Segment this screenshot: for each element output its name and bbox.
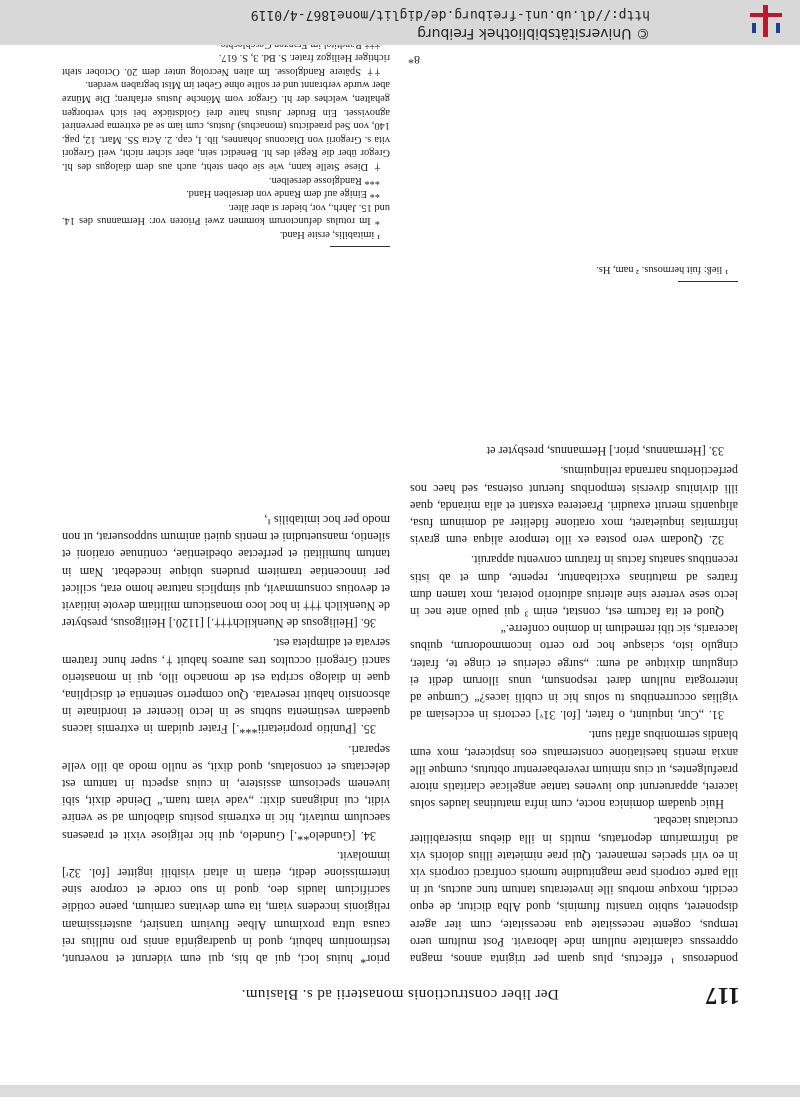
permalink-url[interactable]: http://dl.ub.uni-freiburg.de/diglit/mone1867-4/0119 — [250, 7, 650, 22]
footnote: * Im rotulus defunctorum kommen zwei Prioren vor: Hermannus des 14. und 15. Jahrh., vor, bieder st aber älter. — [62, 201, 390, 227]
footnote-rule — [678, 281, 738, 282]
page-number: 117 — [705, 982, 740, 1008]
paragraph: Huic quadam dominica nocte, cum infra matutinas laudes solus iaceret, apparuerunt duo iuvenes tantae angelicae claritatis nitore praefulgentes, ut cius nimium reverebaerentur obtutus, cumque ille anxia mentis haesitatione consternatus eos inspiceret, mox eum blandis sermonibus affati sunt. — [410, 728, 738, 812]
signature-mark: 8* — [408, 53, 420, 67]
section-33: 33. [Hermannus, prior.] Hermannus, presbyter et — [486, 444, 724, 459]
running-header — [60, 978, 740, 1008]
section-32: 32. Quodam vero postea ex illo tempore aliqua eum gravis infirmitas inquietaret, mox oratione fideliter ad dominum fusa, aliquantis meruit exaudiri. Praeterea exstant et alia miranda, quae illi divinitus diversis temporibus fuerunt ostensa, sed haec nos perfectioribus narranda relinquimus. — [410, 464, 738, 548]
section-36: 36. [Heiligosus de Nuenkilch†††.] [1120.] Heiligosus, presbyter de Nuenkilch ††† in hoc loco monasticum militiam devote initiavit et devotius consummavit, qui simplicis naturae homo erat, scilicet per innocentiae tramitem prudens ubique incedebat. Nam in tantum humilitati et perfectae obedientiae, continuae orationi et silentio, mansuetudini et mentis quieti animum supposuerat, ut non modo per hoc imitabilis ¹, — [62, 512, 390, 631]
footnote: †† Spätere Randglosse. Im alten Necrolog unter dem 20. October steht richtiger Heiligoz frater. S. Bd. 3, S. 617. — [62, 52, 390, 77]
right-column — [62, 511, 390, 967]
library-credit: © Universitätsbibliothek Freiburg — [417, 25, 650, 41]
footnote: *** Randglosse derselben. — [268, 174, 380, 186]
footnote-rule — [330, 246, 390, 247]
footnote: ¹ ließ: fuit hermosus. ² nam, Hs. — [596, 264, 728, 275]
running-title: Der liber constructionis monasterii ad s. Blasium. — [241, 986, 559, 1002]
section-31: 31. „Cur, inquiunt, o frater, [fol. 31ᵛ] cectoris in ecclesiam ad vigilias occurrentibus tu solus hic in cubili iaces?“ Cumque ad interrogata nullum daret responsum, unus illorum dedit ei cingulum dixitque ad eum: „surge celerius et cinge te, frater, cingulo isto, sciasque hoc pro certo incommodorum, quibus laceraris, sic tibi remedium in domino conferre.“ — [410, 622, 738, 723]
right-footnotes — [62, 37, 390, 247]
left-column — [410, 442, 738, 967]
section-34: 34. [Gundelo**.] Gundelo, qui hic religiose vixit et praesens saeculum mutavit, hic in extremis positus diabolum ad se venire vidit, cui indignans dixit: „vade viam tuam.“ Deinde dixit, sibi iuvenem speciosum assistere, in cuius aspectu in tantum est delectatus et consolatus, quod dixit, se nullo modo ab illo velle separari. — [62, 742, 390, 843]
section-35: 35. [Punitio proprietarii***.] Frater quidam in extremis iacens quaedam vestimenta subtus se in lecto licenter et inordinate in absconsito habuit reservata. Quo comperto sententia et disciplina, quae in dialogo scripta est de monacho illo, qui in monasterio sancti Gregorii occultos tres aureos habuit †, super hunc fratrem servata et adimpleta est. — [62, 636, 390, 737]
paragraph: Quod et ita factum est, constat, enim ³ qui paulo ante nec in lecto sese vertere sine alterius adiutorio poterat, mox tamen dum fratres ad matutinas excitabantur, repente, dum et ab istis recentibus sanatus factus in fratrum conventu apparuit. — [410, 553, 738, 619]
paragraph: prior* huius loci, qui ab his, qui eum viderunt et noverunt, testimonium habuit, quod in quadragintia annis pro nullius rei causa ultra proximum Albae fluvium transiret, austerissimam religionis incedens viam, ita eum devitans carnium, paene cotidie sacrificium laudis deo, quod in suo corde et corpore sine intermissione dedit, etiam in altari visibili ingitter [fol. 32ʳ] immolavit. — [62, 848, 390, 966]
paragraph: ponderosus ¹ effectus, plus quam per triginta annos, magna oppressus calamitate nullum inde laboravit. Post multum uero tempus, cogente necessitate qua necessitate, cum iter agere disponeret, subito transitu fluminis, quod Alba dicitur, de equo cecidit, moxque morbus ille inveteratus tantum tunc auctus, ut in illa parte corporis prae magnitudine tumoris confracti corporis vix in eo viri species remaneret. Qui prae nimietate illius doloris vix ad infirmarium deportatus, multis in illa diebus miserabiliter cruciatus iacebat. — [410, 814, 738, 966]
footnote: † Diese Stelle kann, wie sie oben steht, auch aus dem dialogus des hl. Gregor über die Regel des hl. Benedict sein, aber sicher nicht, weil Gregori vita s. Gregorii von Diaconus Johannes, lib. I, cap. 2. Acta SS. Mart. 12, pag. 140, von Sed praedictus (monachus) Justus, cum iam se ad extrema perveniret agnovisset. Ein Bruder Justus hatte drei Goldstücke bei sich verborgen gehalten, welches der hl. Gregor vom Mönche Justus erfahren; Die Münze aber wurde verbrannt und er sollte ohne Gebet im Mist begraben werden. — [62, 79, 390, 173]
page-bottom-strip — [0, 1085, 800, 1097]
library-logo-icon — [746, 5, 786, 37]
left-footnotes — [410, 262, 738, 282]
library-banner — [0, 0, 800, 45]
footnote: ** Einige auf dem Rande von derselben Hand. — [186, 188, 380, 200]
footnote: ¹ imitabilis, ersite Hand. — [279, 229, 380, 240]
